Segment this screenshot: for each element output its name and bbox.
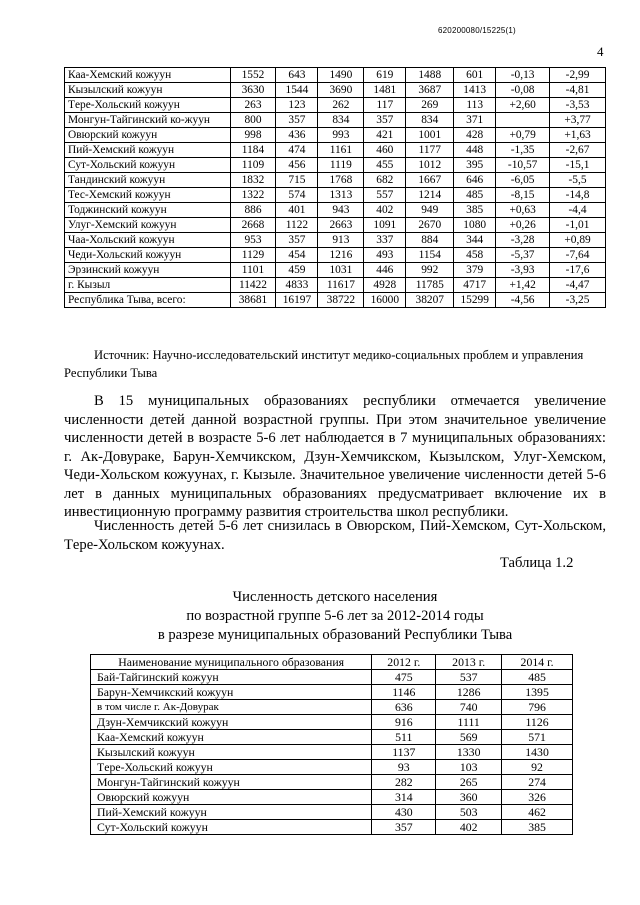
table-row	[65, 173, 606, 188]
data-cell: 456	[276, 158, 318, 173]
municipality-name: Тандинский кожуун	[65, 173, 231, 188]
table-label: Таблица 1.2	[500, 555, 574, 571]
data-cell: 371	[454, 113, 496, 128]
data-cell: 385	[454, 203, 496, 218]
data-cell: -1,35	[496, 143, 550, 158]
data-cell: -4,81	[550, 83, 606, 98]
municipality-name: Тоджинский кожуун	[65, 203, 231, 218]
data-cell: 643	[276, 68, 318, 83]
municipality-name: Кызылский кожуун	[65, 83, 231, 98]
data-cell: -8,15	[496, 188, 550, 203]
data-cell: -2,67	[550, 143, 606, 158]
data-cell: 646	[454, 173, 496, 188]
data-cell: -3,53	[550, 98, 606, 113]
header-2014: 2014 г.	[502, 655, 573, 670]
document-id: 620200080/15225(1)	[438, 26, 516, 35]
page-number: 4	[597, 44, 604, 59]
municipality-name: Барун-Хемчикский кожуун	[91, 685, 372, 700]
count-cell: 1430	[502, 745, 573, 760]
data-cell: 1214	[406, 188, 454, 203]
table-row	[65, 143, 606, 158]
data-cell: -14,8	[550, 188, 606, 203]
table-row	[91, 745, 573, 760]
data-cell: 619	[364, 68, 406, 83]
table-row	[65, 293, 606, 308]
municipality-name: Республика Тыва, всего:	[65, 293, 231, 308]
population-table-continued	[64, 67, 606, 308]
data-cell: 1001	[406, 128, 454, 143]
count-cell: 314	[372, 790, 436, 805]
data-cell: -10,57	[496, 158, 550, 173]
data-cell: -4,47	[550, 278, 606, 293]
data-cell: 454	[276, 248, 318, 263]
data-cell: 1129	[230, 248, 276, 263]
data-cell: 436	[276, 128, 318, 143]
data-cell: 574	[276, 188, 318, 203]
table-row	[65, 113, 606, 128]
table-row	[65, 158, 606, 173]
municipality-name: Tере-Хольский кожуун	[91, 760, 372, 775]
data-cell: -15,1	[550, 158, 606, 173]
data-cell: 943	[318, 203, 364, 218]
header-2012: 2012 г.	[372, 655, 436, 670]
municipality-name: Пий-Хемский кожуун	[65, 143, 231, 158]
data-cell: 38681	[230, 293, 276, 308]
data-cell: 38207	[406, 293, 454, 308]
data-cell: 421	[364, 128, 406, 143]
count-cell: 1137	[372, 745, 436, 760]
table-row	[91, 775, 573, 790]
count-cell: 485	[502, 670, 573, 685]
table-row	[65, 248, 606, 263]
data-cell: -1,01	[550, 218, 606, 233]
data-cell: 357	[364, 113, 406, 128]
data-cell: 992	[406, 263, 454, 278]
table-header-row	[91, 655, 573, 670]
municipality-name: Тес-Хемский кожуун	[65, 188, 231, 203]
data-cell: 4717	[454, 278, 496, 293]
body-paragraph-decrease: Численность детей 5-6 лет снизилась в Овюрском, Пий-Хемском, Сут-Хольском, Tере-Хольском кожуунах.	[64, 518, 606, 553]
municipality-name: Бай-Тайгинский кожуун	[91, 670, 372, 685]
data-cell: 1091	[364, 218, 406, 233]
table-row	[65, 218, 606, 233]
count-cell: 265	[436, 775, 502, 790]
data-cell: 1552	[230, 68, 276, 83]
count-cell: 93	[372, 760, 436, 775]
data-cell: +0,79	[496, 128, 550, 143]
count-cell: 360	[436, 790, 502, 805]
data-cell: 1161	[318, 143, 364, 158]
data-cell: 123	[276, 98, 318, 113]
count-cell: 1286	[436, 685, 502, 700]
data-cell: 459	[276, 263, 318, 278]
table-title-line-1: Численность детского населения	[232, 589, 438, 605]
table-row	[91, 805, 573, 820]
data-cell: 269	[406, 98, 454, 113]
count-cell: 274	[502, 775, 573, 790]
table-title-line-3: в разрезе муниципальных образований Республики Тыва	[157, 627, 513, 643]
data-cell: 262	[318, 98, 364, 113]
data-cell: 1177	[406, 143, 454, 158]
data-cell: 1488	[406, 68, 454, 83]
count-cell: 462	[502, 805, 573, 820]
data-cell: -4,56	[496, 293, 550, 308]
data-cell: 3687	[406, 83, 454, 98]
data-cell: 884	[406, 233, 454, 248]
data-cell: +0,63	[496, 203, 550, 218]
data-cell: +2,60	[496, 98, 550, 113]
table-title-line-2: по возрастной группе 5-6 лет за 2012-2014 годы	[186, 608, 484, 624]
data-cell: 16197	[276, 293, 318, 308]
data-cell: 446	[364, 263, 406, 278]
municipality-name: Улуг-Хемский кожуун	[65, 218, 231, 233]
municipality-name: Монгун-Тайгинский ко-жуун	[65, 113, 231, 128]
data-cell: 834	[406, 113, 454, 128]
data-cell: 886	[230, 203, 276, 218]
data-cell: +1,63	[550, 128, 606, 143]
data-cell: 715	[276, 173, 318, 188]
table-row	[91, 790, 573, 805]
count-cell: 569	[436, 730, 502, 745]
count-cell: 1395	[502, 685, 573, 700]
data-cell: 1109	[230, 158, 276, 173]
count-cell: 503	[436, 805, 502, 820]
count-cell: 571	[502, 730, 573, 745]
count-cell: 103	[436, 760, 502, 775]
table-row	[91, 685, 573, 700]
municipality-name: в том числе г. Ак-Довурак	[91, 700, 372, 715]
data-cell: 1544	[276, 83, 318, 98]
count-cell: 1126	[502, 715, 573, 730]
table-row	[65, 278, 606, 293]
data-cell: 1322	[230, 188, 276, 203]
data-cell: 455	[364, 158, 406, 173]
data-cell: -5,5	[550, 173, 606, 188]
data-cell: 1481	[364, 83, 406, 98]
data-cell: 3690	[318, 83, 364, 98]
data-cell: 1216	[318, 248, 364, 263]
data-cell: 3630	[230, 83, 276, 98]
data-cell: 11422	[230, 278, 276, 293]
data-cell: 460	[364, 143, 406, 158]
table-row	[91, 700, 573, 715]
data-cell: 395	[454, 158, 496, 173]
table-row	[91, 715, 573, 730]
data-cell: -7,64	[550, 248, 606, 263]
data-cell: -3,25	[550, 293, 606, 308]
data-cell: 953	[230, 233, 276, 248]
data-cell: 1413	[454, 83, 496, 98]
data-cell: 1119	[318, 158, 364, 173]
data-cell: 11617	[318, 278, 364, 293]
table-row	[65, 98, 606, 113]
count-cell: 475	[372, 670, 436, 685]
data-cell: 2670	[406, 218, 454, 233]
table-row	[65, 68, 606, 83]
municipality-name: Каа-Хемский кожуун	[91, 730, 372, 745]
data-cell: -0,13	[496, 68, 550, 83]
municipality-name: Овюрский кожуун	[65, 128, 231, 143]
municipality-name: Кызылский кожуун	[91, 745, 372, 760]
data-cell: -17,6	[550, 263, 606, 278]
data-cell: +0,89	[550, 233, 606, 248]
data-cell: 16000	[364, 293, 406, 308]
data-cell: 113	[454, 98, 496, 113]
data-cell: 379	[454, 263, 496, 278]
children-5-6-table	[90, 654, 573, 835]
data-cell: 1031	[318, 263, 364, 278]
data-cell: 428	[454, 128, 496, 143]
table-row	[91, 730, 573, 745]
data-cell: 448	[454, 143, 496, 158]
municipality-name: Сут-Хольский кожуун	[91, 820, 372, 835]
header-2013: 2013 г.	[436, 655, 502, 670]
data-cell: 993	[318, 128, 364, 143]
count-cell: 385	[502, 820, 573, 835]
data-cell: 263	[230, 98, 276, 113]
table-row	[65, 83, 606, 98]
data-cell: -6,05	[496, 173, 550, 188]
count-cell: 92	[502, 760, 573, 775]
data-cell: 682	[364, 173, 406, 188]
data-cell: 1832	[230, 173, 276, 188]
data-cell: 998	[230, 128, 276, 143]
count-cell: 357	[372, 820, 436, 835]
data-cell: 601	[454, 68, 496, 83]
count-cell: 537	[436, 670, 502, 685]
data-cell: 15299	[454, 293, 496, 308]
data-cell: 357	[276, 233, 318, 248]
data-cell: 1154	[406, 248, 454, 263]
data-cell: 485	[454, 188, 496, 203]
municipality-name: Каа-Хемский кожуун	[65, 68, 231, 83]
data-cell: -2,99	[550, 68, 606, 83]
municipality-name: Tере-Хольский кожуун	[65, 98, 231, 113]
count-cell: 430	[372, 805, 436, 820]
data-cell: 1184	[230, 143, 276, 158]
data-cell: 402	[364, 203, 406, 218]
source-note: Источник: Научно-исследовательский институт медико-социальных проблем и управления Республики Тыва	[64, 348, 584, 380]
data-cell: 474	[276, 143, 318, 158]
count-cell: 1330	[436, 745, 502, 760]
table-row	[91, 670, 573, 685]
data-cell: 1490	[318, 68, 364, 83]
municipality-name: Сут-Хольский кожуун	[65, 158, 231, 173]
data-cell: 1768	[318, 173, 364, 188]
data-cell: 38722	[318, 293, 364, 308]
table-row	[65, 128, 606, 143]
data-cell: 1667	[406, 173, 454, 188]
table-row	[65, 233, 606, 248]
table-row	[65, 188, 606, 203]
data-cell: 834	[318, 113, 364, 128]
data-cell: 4833	[276, 278, 318, 293]
municipality-name: Чеди-Хольский кожуун	[65, 248, 231, 263]
municipality-name: Эрзинский кожуун	[65, 263, 231, 278]
data-cell: 337	[364, 233, 406, 248]
count-cell: 326	[502, 790, 573, 805]
data-cell: 2663	[318, 218, 364, 233]
municipality-name: Пий-Хемский кожуун	[91, 805, 372, 820]
data-cell: 493	[364, 248, 406, 263]
count-cell: 402	[436, 820, 502, 835]
table-row	[65, 203, 606, 218]
data-cell: 1080	[454, 218, 496, 233]
data-cell: 4928	[364, 278, 406, 293]
data-cell: 949	[406, 203, 454, 218]
data-cell: -5,37	[496, 248, 550, 263]
municipality-name: Монгун-Тайгинский кожуун	[91, 775, 372, 790]
municipality-name: Овюрский кожуун	[91, 790, 372, 805]
count-cell: 796	[502, 700, 573, 715]
data-cell: 557	[364, 188, 406, 203]
count-cell: 740	[436, 700, 502, 715]
data-cell: +0,26	[496, 218, 550, 233]
body-paragraph-increase: В 15 муниципальных образованиях республики отмечается увеличение численности детей данной возрастной группы. При этом значительное увеличение численности детей в возрасте 5-6 лет наблюдается в 7 муниципальных образованиях: г. Ак-Довураке, Барун-Хемчикском, Дзун-Хемчикском, Кызылском, Улуг-Хемском, Чеди-Хольском кожуунах, г. Кызыле. Значительное увеличение численности детей 5-6 лет в данных муниципальных образованиях предусматривает включение их в инвестиционную программу развития строительства школ республики.	[64, 393, 606, 520]
data-cell: 1101	[230, 263, 276, 278]
data-cell: 1122	[276, 218, 318, 233]
data-cell: 800	[230, 113, 276, 128]
municipality-name: Дзун-Хемчикский кожуун	[91, 715, 372, 730]
data-cell	[496, 113, 550, 128]
data-cell: 1313	[318, 188, 364, 203]
count-cell: 636	[372, 700, 436, 715]
count-cell: 916	[372, 715, 436, 730]
data-cell: -3,93	[496, 263, 550, 278]
table-row	[91, 760, 573, 775]
data-cell: +3,77	[550, 113, 606, 128]
municipality-name: г. Кызыл	[65, 278, 231, 293]
data-cell: 344	[454, 233, 496, 248]
municipality-name: Чаа-Хольский кожуун	[65, 233, 231, 248]
data-cell: -4,4	[550, 203, 606, 218]
data-cell: +1,42	[496, 278, 550, 293]
count-cell: 1146	[372, 685, 436, 700]
data-cell: 913	[318, 233, 364, 248]
table-row	[65, 263, 606, 278]
data-cell: 117	[364, 98, 406, 113]
data-cell: -0,08	[496, 83, 550, 98]
data-cell: 11785	[406, 278, 454, 293]
header-municipality: Наименование муниципального образования	[91, 655, 372, 670]
count-cell: 511	[372, 730, 436, 745]
data-cell: 401	[276, 203, 318, 218]
data-cell: 2668	[230, 218, 276, 233]
data-cell: 458	[454, 248, 496, 263]
count-cell: 1111	[436, 715, 502, 730]
data-cell: 1012	[406, 158, 454, 173]
data-cell: -3,28	[496, 233, 550, 248]
count-cell: 282	[372, 775, 436, 790]
data-cell: 357	[276, 113, 318, 128]
table-row	[91, 820, 573, 835]
